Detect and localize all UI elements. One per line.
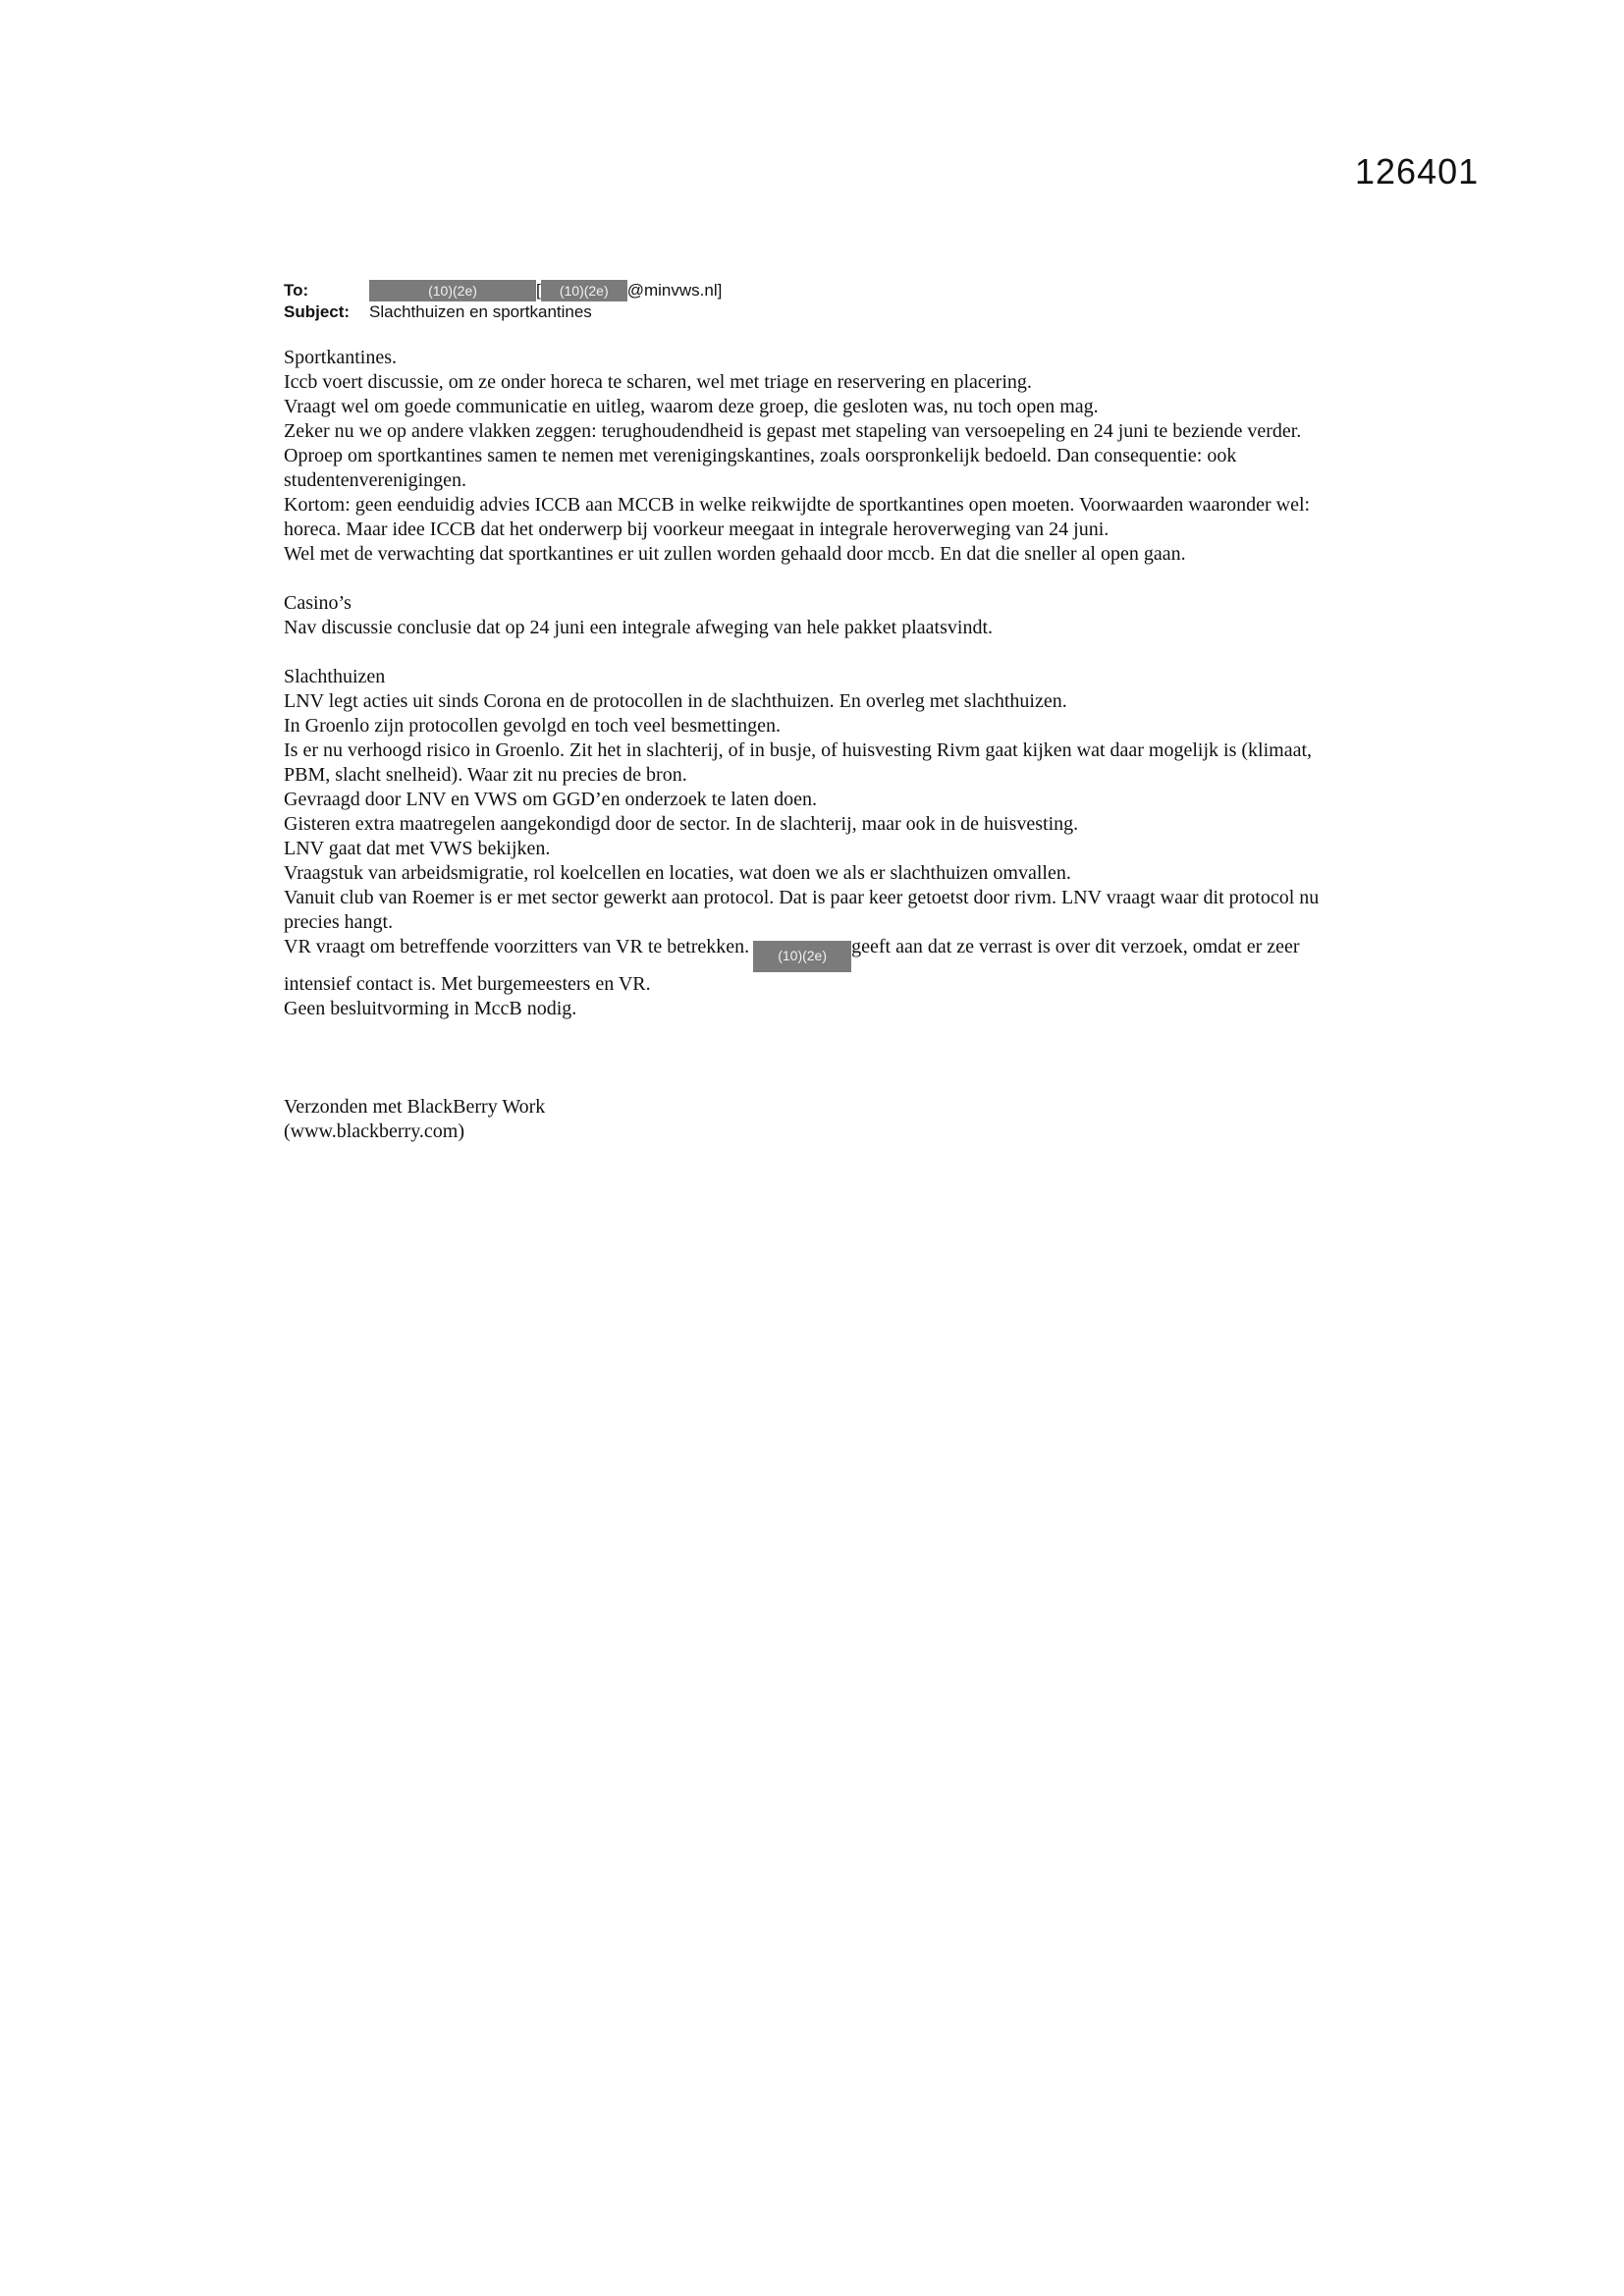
subject-row: [284, 301, 722, 323]
redaction-box: (10)(2e): [369, 280, 536, 301]
paragraph: Gisteren extra maatregelen aangekondigd door de sector. In de slachterij, maar ook in de huisvesting.: [284, 813, 1079, 835]
redaction-box: (10)(2e): [541, 280, 627, 301]
vr-text-before: VR vraagt om betreffende voorzitters van VR te betrekken.: [284, 936, 750, 957]
to-row: [284, 280, 722, 301]
paragraph: Oproep om sportkantines samen te nemen met verenigingskantines, zoals oorspronkelijk bedoeld. Dan consequentie: ook studentenverenigingen.: [284, 445, 1237, 491]
section-slachthuizen: [284, 665, 1354, 1021]
spacer: [284, 1021, 1354, 1095]
paragraph: In Groenlo zijn protocollen gevolgd en toch veel besmettingen.: [284, 715, 781, 737]
section-sportkantines: [284, 346, 1354, 567]
vr-paragraph: [284, 935, 1354, 997]
section-heading: Sportkantines.: [284, 347, 397, 368]
paragraph: Gevraagd door LNV en VWS om GGD’en onderzoek te laten doen.: [284, 789, 817, 810]
paragraph: Is er nu verhoogd risico in Groenlo. Zit het in slachterij, of in busje, of huisvesting Rivm gaat kijken wat daar mogelijk is (klimaat, PBM, slacht snelheid). Waar zit nu precies de bron.: [284, 739, 1313, 786]
signature-line: Verzonden met BlackBerry Work: [284, 1095, 546, 1118]
redaction-box: (10)(2e): [753, 941, 851, 972]
email-header: [284, 280, 722, 323]
paragraph: LNV gaat dat met VWS bekijken.: [284, 838, 551, 859]
to-address-suffix: @minvws.nl]: [626, 281, 723, 300]
vr-text-after: geeft aan dat ze verrast is over dit verzoek, omdat er zeer intensief contact is. Met burgemeesters en VR.: [284, 936, 1300, 995]
closing-line: Geen besluitvorming in MccB nodig.: [284, 997, 577, 1019]
paragraph: Vraagt wel om goede communicatie en uitleg, waarom deze groep, die gesloten was, nu toch open mag.: [284, 396, 1099, 417]
paragraph: Vanuit club van Roemer is er met sector gewerkt aan protocol. Dat is paar keer getoetst door rivm. LNV vraagt waar dit protocol nu precies hangt.: [284, 887, 1320, 933]
paragraph: Nav discussie conclusie dat op 24 juni een integrale afweging van hele pakket plaatsvindt.: [284, 617, 994, 638]
paragraph: Wel met de verwachting dat sportkantines er uit zullen worden gehaald door mccb. En dat die sneller al open gaan.: [284, 543, 1186, 565]
email-body: [284, 346, 1354, 1144]
to-separator: [: [536, 281, 541, 300]
paragraph: Vraagstuk van arbeidsmigratie, rol koelcellen en locaties, wat doen we als er slachthuizen omvallen.: [284, 862, 1071, 884]
paragraph: LNV legt acties uit sinds Corona en de protocollen in de slachthuizen. En overleg met slachthuizen.: [284, 690, 1067, 712]
document-number: 126401: [1355, 151, 1480, 191]
section-casinos: [284, 591, 1354, 640]
signature-link: (www.blackberry.com): [284, 1120, 464, 1142]
section-heading: Slachthuizen: [284, 666, 386, 687]
to-label: To:: [284, 281, 309, 300]
signature: [284, 1095, 1354, 1144]
subject-label: Subject:: [284, 302, 351, 321]
paragraph: Zeker nu we op andere vlakken zeggen: terughoudendheid is gepast met stapeling van versoepeling en 24 juni te beziende verder.: [284, 420, 1302, 442]
paragraph: Kortom: geen eenduidig advies ICCB aan MCCB in welke reikwijdte de sportkantines open moeten. Voorwaarden waaronder wel: horeca. Maar idee ICCB dat het onderwerp bij voorkeur meegaat in integrale heroverweging van 24 juni.: [284, 494, 1311, 540]
section-heading: Casino’s: [284, 592, 352, 614]
subject-value: Slachthuizen en sportkantines: [369, 302, 592, 321]
paragraph: Iccb voert discussie, om ze onder horeca te scharen, wel met triage en reservering en placering.: [284, 371, 1032, 393]
